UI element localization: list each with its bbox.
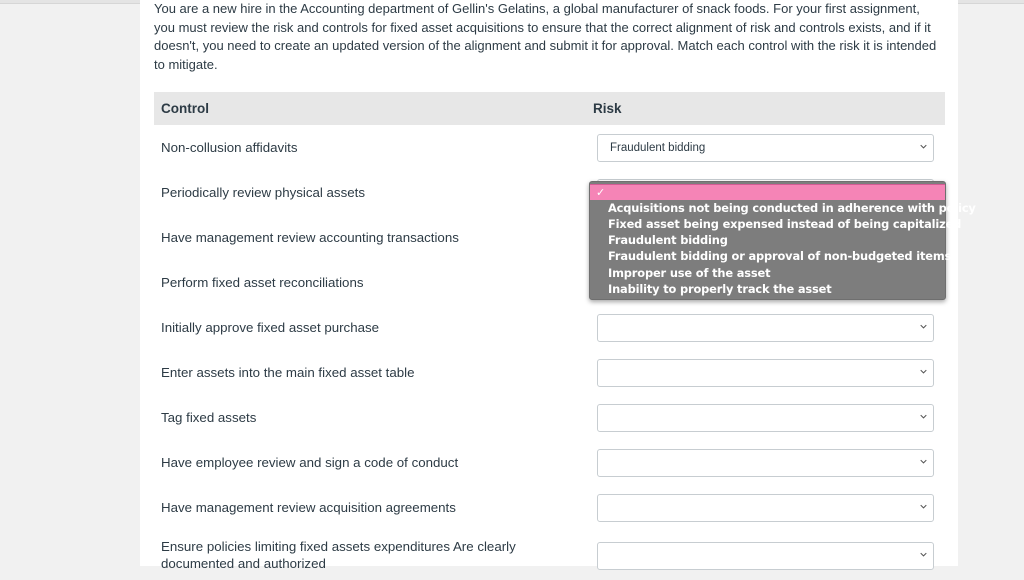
chevron-down-icon xyxy=(920,551,927,558)
chevron-down-icon xyxy=(920,323,927,330)
dropdown-option-empty-selected[interactable] xyxy=(590,184,945,200)
column-header-control: Control xyxy=(161,101,209,116)
risk-select[interactable] xyxy=(597,359,934,387)
control-label: Enter assets into the main fixed asset table xyxy=(161,365,415,380)
control-label: Perform fixed asset reconciliations xyxy=(161,275,364,290)
dropdown-option[interactable]: Inability to properly track the asset xyxy=(608,282,832,296)
column-header-risk: Risk xyxy=(593,101,622,116)
table-row xyxy=(154,485,945,530)
table-row xyxy=(154,395,945,440)
control-label: Have employee review and sign a code of conduct xyxy=(161,455,459,470)
chevron-down-icon xyxy=(920,413,927,420)
table-row xyxy=(154,530,945,580)
question-intro: You are a new hire in the Accounting department of Gellin's Gelatins, a global manufacturer of snack foods. For your first assignment, you must review the risk and controls for fixed asset acquisitions to ensure that the correct alignment of risk and controls exists, and if it doesn't, you need to create an updated version of the alignment and submit it for approval. Match each control with the risk it is intended to mitigate. xyxy=(154,1,937,72)
dropdown-option[interactable]: Fixed asset being expensed instead of being capitalized xyxy=(608,217,962,231)
chevron-down-icon xyxy=(920,503,927,510)
risk-select[interactable] xyxy=(597,449,934,477)
chevron-down-icon xyxy=(920,143,927,150)
chevron-down-icon xyxy=(920,368,927,375)
control-label: Periodically review physical assets xyxy=(161,185,365,200)
control-label: Non-collusion affidavits xyxy=(161,140,298,155)
control-label: Have management review accounting transactions xyxy=(161,230,459,245)
control-label: Tag fixed assets xyxy=(161,410,257,425)
risk-select[interactable] xyxy=(597,494,934,522)
control-label: Have management review acquisition agreements xyxy=(161,500,456,515)
risk-select-value: Fraudulent bidding xyxy=(610,142,706,154)
risk-dropdown-menu xyxy=(589,181,976,300)
control-label: Ensure policies limiting fixed assets expenditures Are clearly documented and authorized xyxy=(161,539,516,571)
chevron-down-icon xyxy=(920,458,927,465)
risk-select[interactable] xyxy=(597,404,934,432)
table-row xyxy=(154,350,945,395)
checkmark-icon: ✓ xyxy=(596,187,606,199)
control-label: Initially approve fixed asset purchase xyxy=(161,320,380,335)
table-header xyxy=(154,92,945,125)
dropdown-option[interactable]: Acquisitions not being conducted in adherence with policy xyxy=(608,201,976,215)
table-row xyxy=(154,440,945,485)
dropdown-option[interactable]: Fraudulent bidding or approval of non-budgeted items xyxy=(608,249,952,263)
table-row xyxy=(154,305,945,350)
risk-select[interactable] xyxy=(597,314,934,342)
risk-select[interactable] xyxy=(597,134,934,162)
dropdown-option[interactable]: Fraudulent bidding xyxy=(608,233,728,247)
table-row xyxy=(154,125,945,170)
dropdown-option[interactable]: Improper use of the asset xyxy=(608,266,771,280)
